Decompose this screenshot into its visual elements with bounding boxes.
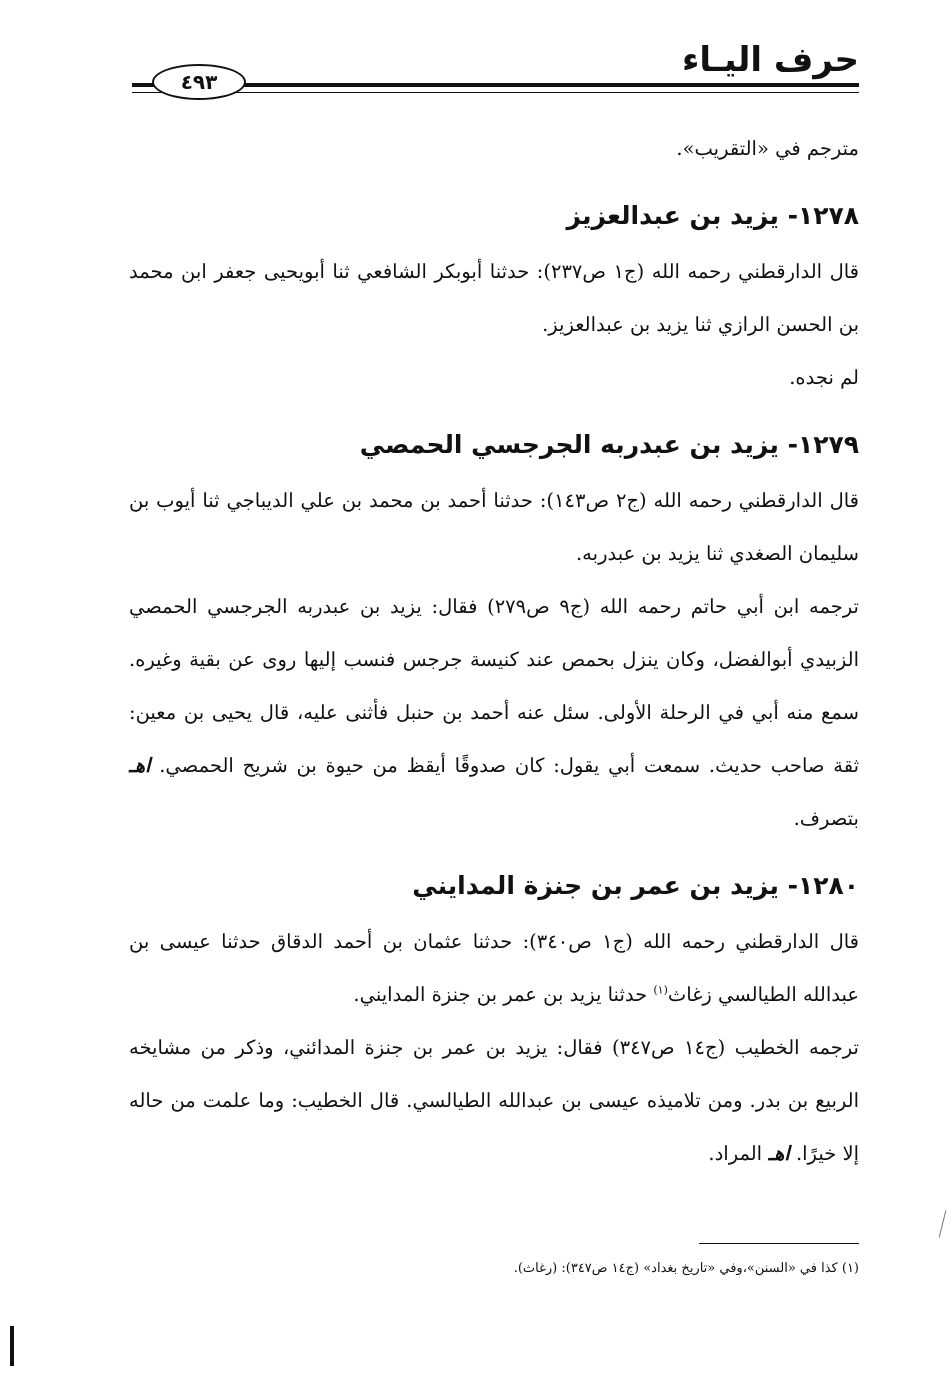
entry-1280-text-before-ref: قال الدارقطني رحمه الله (ج١ ص٣٤٠): حدثنا عثمان بن أحمد الدقاق حدثنا عيسى بن عبدالله الطيالسي زغاث (129, 930, 859, 1006)
entry-1280-text-after-ref: حدثنا يزيد بن عمر بن جنزة المدايني. (353, 983, 654, 1006)
running-title: حرف اليـاء (681, 40, 859, 80)
intro-line: مترجم في «التقريب». (676, 137, 859, 160)
entry-title-1278: ١٢٧٨- يزيد بن عبدالعزيز (566, 201, 859, 230)
closing-text: بتصرف. (793, 807, 859, 830)
footnote-rule (699, 1243, 859, 1244)
entry-1280-biography (129, 1021, 859, 1180)
scan-mark (939, 1210, 947, 1237)
closing-abbreviation: اهـ (129, 754, 151, 777)
footnote-reference[interactable]: (١) (653, 983, 668, 997)
entry-1280-paragraph (129, 915, 859, 1021)
entry-title-1279: ١٢٧٩- يزيد بن عبدربه الجرجسي الحمصي (359, 430, 859, 459)
entry-title-1280: ١٢٨٠- يزيد بن عمر بن جنزة المدايني (412, 871, 859, 900)
closing-text: المراد. (708, 1142, 763, 1165)
main-text (129, 122, 859, 1180)
entry-1280-biography-text: ترجمه الخطيب (ج١٤ ص٣٤٧) فقال: يزيد بن عمر بن جنزة المدائني، وذكر من مشايخه الربيع بن بدر. ومن تلاميذه عيسى بن عبدالله الطيالسي. قال الخطيب: وما علمت من حاله إلا خيرًا. (129, 1036, 859, 1165)
entry-1279-biography-text: ترجمه ابن أبي حاتم رحمه الله (ج٩ ص٢٧٩) فقال: يزيد بن عبدربه الجرجسي الحمصي الزبيدي أبوالفضل، وكان ينزل بحمص عند كنيسة جرجس فنسب إليها روى عن بقية وغيره. سمع منه أبي في الرحلة الأولى. سئل عنه أحمد بن حنبل فأثنى عليه، قال يحيى بن معين: ثقة صاحب حديث. سمعت أبي يقول: كان صدوقًا أيقظ من حيوة بن شريح الحمصي. (129, 595, 860, 777)
page-number-oval (152, 64, 246, 100)
entry-1278-paragraph: قال الدارقطني رحمه الله (ج١ ص٢٣٧): حدثنا أبوبكر الشافعي ثنا أبويحيى جعفر ابن محمد بن الحسن الرازي ثنا يزيد بن عبدالعزيز. (129, 260, 859, 336)
entry-1278-note: لم نجده. (789, 366, 859, 389)
entry-1279-paragraph: قال الدارقطني رحمه الله (ج٢ ص١٤٣): حدثنا أحمد بن محمد بن علي الديباجي ثنا أيوب بن سليمان الصغدي ثنا يزيد بن عبدربه. (129, 489, 859, 565)
header-rule-thin (132, 92, 859, 93)
page-number: ٤٩٣ (180, 70, 218, 94)
entry-1279-biography (129, 580, 859, 845)
footnote: (١) كذا في «السنن»،وفي «تاريخ بغداد» (ج١٤ ص٣٤٧): (رغاث). (513, 1261, 859, 1276)
scan-mark (10, 1326, 14, 1366)
closing-abbreviation: اهـ (768, 1142, 790, 1165)
